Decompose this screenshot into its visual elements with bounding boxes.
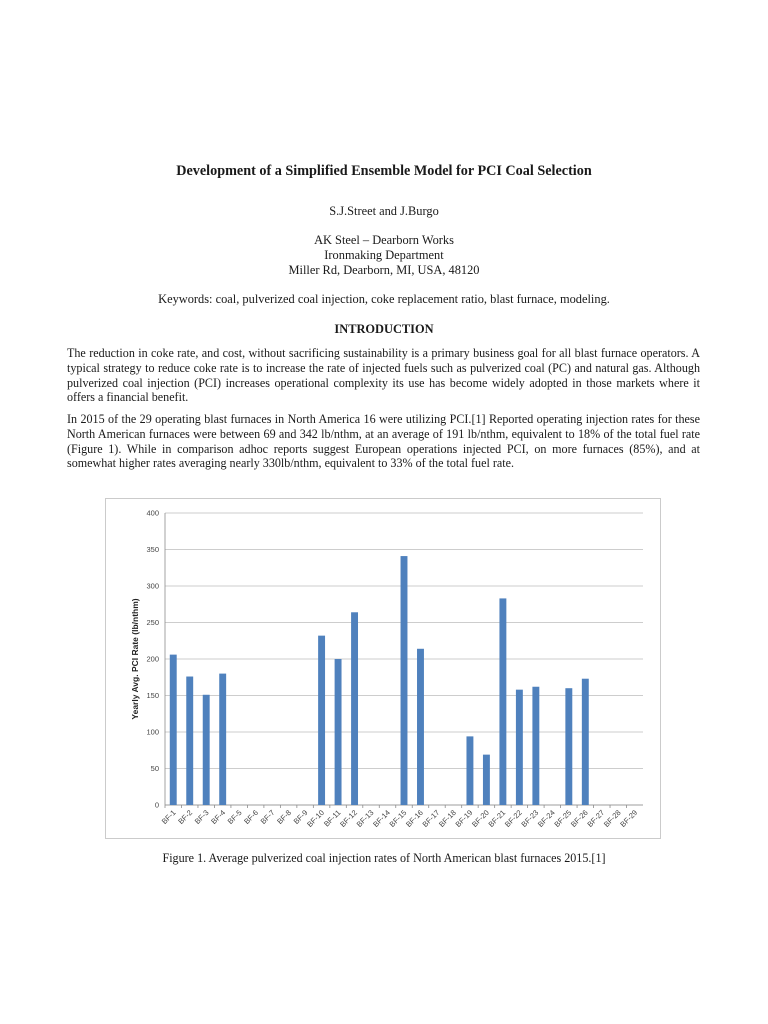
x-tick-label: BF-3 [192,808,211,826]
x-tick-label: BF-1 [159,808,178,826]
bar [516,690,523,805]
x-tick-label: BF-21 [486,808,508,829]
intro-paragraph-1: The reduction in coke rate, and cost, without sacrificing sustainability is a primary business goal for all blast furnace operators. A typical strategy to reduce coke rate is to increase the rate of injected fuels such as pulverized coal (PC) and natural gas. Although pulverized coal injection (PCI) increases operational complexity its use has become widely adopted in those markets where it offers a financial benefit. [67,346,700,405]
figure-caption: Figure 1. Average pulverized coal injection rates of North American blast furnaces 2015.[1] [162,851,606,865]
bar [335,659,342,805]
x-tick-label: BF-29 [618,808,640,829]
x-tick-label: BF-22 [502,808,524,829]
authors: S.J.Street and J.Burgo [329,204,439,218]
bar [351,612,358,805]
y-tick-label: 100 [146,727,159,737]
y-tick-label: 0 [154,800,159,810]
y-tick-label: 400 [146,508,159,518]
bar [565,688,572,805]
keywords: Keywords: coal, pulverized coal injection, coke replacement ratio, blast furnace, modeling. [158,292,610,306]
x-tick-label: BF-14 [371,808,392,829]
bar [401,556,408,805]
bar [532,687,539,805]
x-tick-label: BF-12 [338,808,359,829]
x-tick-label: BF-20 [470,808,491,829]
x-tick-label: BF-27 [585,808,607,829]
affiliation-line: AK Steel – Dearborn Works [314,233,454,247]
x-tick-label: BF-6 [242,808,261,826]
x-tick-label: BF-5 [225,808,244,826]
x-tick-label: BF-18 [437,808,458,829]
pci-rate-bar-chart [105,498,665,843]
x-tick-label: BF-8 [275,808,294,826]
x-tick-label: BF-4 [209,808,228,826]
bar [219,674,226,805]
y-axis-label: Yearly Avg. PCI Rate (lb/nthm) [130,598,140,720]
bar [170,655,177,805]
x-tick-label: BF-28 [601,808,623,829]
x-tick-label: BF-13 [354,808,376,829]
x-tick-label: BF-9 [291,808,310,826]
section-heading: INTRODUCTION [334,322,434,336]
affiliation [0,233,768,278]
intro-paragraph-2: In 2015 of the 29 operating blast furnaces in North America 16 were utilizing PCI.[1] Reported operating injection rates for these North American furnaces were between 69 and 342 lb/nthm, at an average of 191 lb/nthm, equivalent to 18% of the total fuel rate (Figure 1). While in comparison adhoc reports suggest European operations injected PCI, on more furnaces (85%), and at somewhat higher rates averaging nearly 330lb/nthm, equivalent to 33% of the total fuel rate. [67,412,700,471]
bar [318,636,325,805]
x-tick-label: BF-16 [404,808,425,829]
affiliation-line: Ironmaking Department [324,248,444,262]
x-tick-label: BF-19 [453,808,475,829]
y-tick-label: 50 [150,764,159,773]
bar [466,736,473,805]
x-tick-label: BF-26 [568,808,590,829]
x-tick-label: BF-2 [176,808,195,826]
y-tick-label: 300 [146,581,159,591]
bar [582,679,589,805]
x-tick-label: BF-7 [258,808,277,826]
bar [203,695,210,805]
y-tick-label: 350 [146,545,159,554]
x-tick-label: BF-17 [420,808,442,829]
affiliation-line: Miller Rd, Dearborn, MI, USA, 48120 [288,263,480,277]
bar [186,677,193,805]
bar [483,755,490,805]
x-tick-label: BF-25 [552,808,574,829]
bar [499,598,506,805]
x-tick-label: BF-23 [519,808,541,829]
y-tick-label: 150 [146,691,159,700]
x-tick-label: BF-24 [535,808,557,829]
bar [417,649,424,805]
x-tick-label: BF-11 [322,808,343,829]
x-tick-label: BF-15 [387,808,409,829]
paper-title: Development of a Simplified Ensemble Model for PCI Coal Selection [176,163,592,179]
x-tick-label: BF-10 [305,808,327,829]
y-tick-label: 200 [146,654,159,664]
y-tick-label: 250 [146,618,159,627]
